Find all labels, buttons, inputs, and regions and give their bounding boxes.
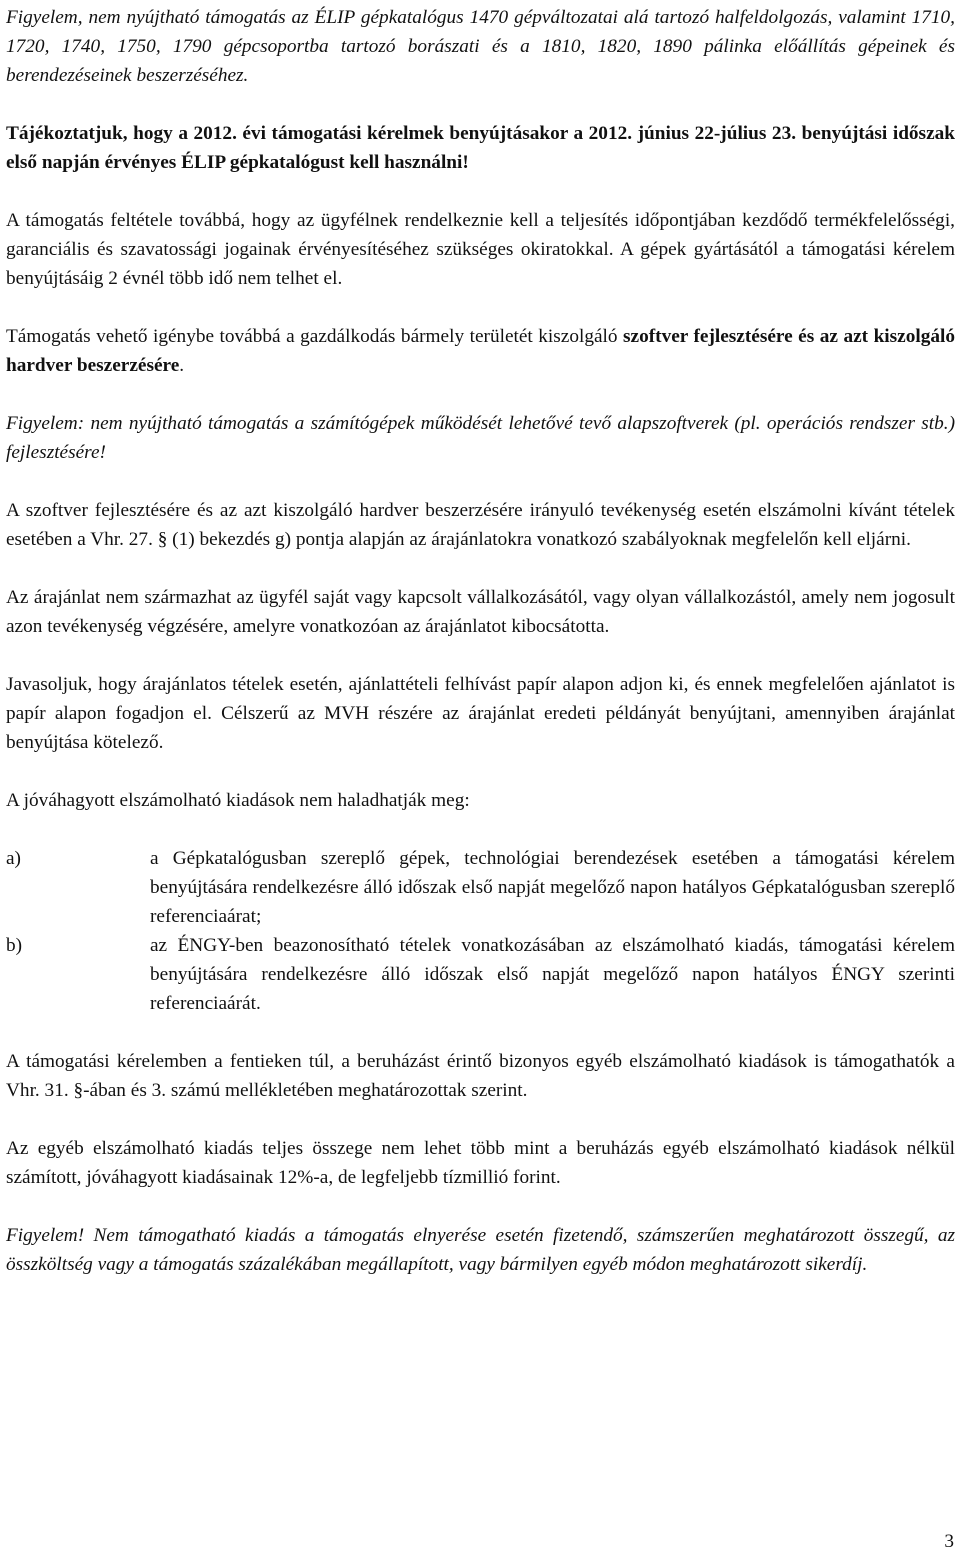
list-marker: a) [6, 848, 21, 869]
paragraph-expense-limit-intro: A jóváhagyott elszámolható kiadások nem haladhatják meg: [6, 790, 470, 811]
list-item [6, 931, 955, 1018]
list-item-text: a Gépkatalógusban szereplő gépek, technológiai berendezések esetében a támogatási kérelem benyújtására rendelkezésre álló időszak első napját megelőző napon hatályos Gépkatalógusban szereplő referenciaárat; [150, 848, 955, 927]
warning-paragraph-success-fee: Figyelem! Nem támogatható kiadás a támogatás elnyerése esetén fizetendő, számszerűen meghatározott összegű, az összköltség vagy a támogatás százalékában megállapított, vagy bármilyen egyéb módon meghatározott sikerdíj. [6, 1225, 955, 1275]
list-item [6, 844, 955, 931]
software-support-end: . [179, 355, 185, 376]
list-marker: b) [6, 935, 23, 956]
paragraph-software-accounting: A szoftver fejlesztésére és az azt kiszolgáló hardver beszerzésére irányuló tevékenység esetén elszámolni kívánt tételek esetében a Vhr. 27. § (1) bekezdés g) pontja alapján az árajánlatokra vonatkozó szabályoknak megfelelőn kell eljárni. [6, 500, 955, 550]
paragraph-quote-recommendation: Javasoljuk, hogy árajánlatos tételek esetén, ajánlattételi felhívást papír alapon adjon ki, és ennek megfelelően ajánlatot is papír alapon fogadjon el. Célszerű az MVH részére az árajánlat eredeti példányát benyújtani, amennyiben árajánlat benyújtása kötelező. [6, 674, 955, 753]
warning-paragraph-software: Figyelem: nem nyújtható támogatás a számítógépek működését lehetővé tevő alapszoftverek (pl. operációs rendszer stb.) fejlesztésére! [6, 413, 955, 463]
paragraph-support-condition: A támogatás feltétele továbbá, hogy az ügyfélnek rendelkeznie kell a teljesítés időpontjában kezdődő termékfelelősségi, garanciális és szavatossági jogainak érvényesítéséhez szükséges okiratokkal. A gépek gyártásától a támogatási kérelem benyújtásáig 2 évnél több idő nem telhet el. [6, 210, 955, 289]
software-support-text: Támogatás vehető igénybe továbbá a gazdálkodás bármely területét kiszolgáló [6, 326, 624, 347]
warning-paragraph-machinery: Figyelem, nem nyújtható támogatás az ÉLIP gépkatalógus 1470 gépváltozatai alá tartozó halfeldolgozás, valamint 1710, 1720, 1740, 1750, 1790 gépcsoportba tartozó borászati és a 1810, 1820, 1890 pálinka előállítás gépeinek és berendezéseinek beszerzéséhez. [6, 7, 955, 86]
software-support-bold-text: szoftver fejlesztésére és az azt kiszolgáló hardver beszerzésére [6, 326, 955, 376]
list-item-text: az ÉNGY-ben beazonosítható tételek vonatkozásában az elszámolható kiadás, támogatási kérelem benyújtására rendelkezésre álló időszak első napját megelőző napon hatályos ÉNGY szerinti referenciaárát. [150, 935, 955, 1014]
expense-limit-list [6, 844, 955, 1018]
document-page [6, 3, 955, 1279]
paragraph-software-support [6, 322, 955, 380]
paragraph-quote-origin: Az árajánlat nem származhat az ügyfél saját vagy kapcsolt vállalkozásától, vagy olyan vállalkozástól, amely nem jogosult azon tevékenység végzésére, amelyre vonatkozóan az árajánlatot kibocsátotta. [6, 587, 955, 637]
info-paragraph-catalog: Tájékoztatjuk, hogy a 2012. évi támogatási kérelmek benyújtásakor a 2012. június 22-július 23. benyújtási időszak első napján érvényes ÉLIP gépkatalógust kell használni! [6, 123, 955, 173]
page-number: 3 [944, 1531, 954, 1552]
paragraph-other-expense-limit: Az egyéb elszámolható kiadás teljes összege nem lehet több mint a beruházás egyéb elszámolható kiadások nélkül számított, jóváhagyott kiadásainak 12%-a, de legfeljebb tízmillió forint. [6, 1138, 955, 1188]
paragraph-other-expenses: A támogatási kérelemben a fentieken túl, a beruházást érintő bizonyos egyéb elszámolható kiadások is támogathatók a Vhr. 31. §-ában és 3. számú mellékletében meghatározottak szerint. [6, 1051, 955, 1101]
